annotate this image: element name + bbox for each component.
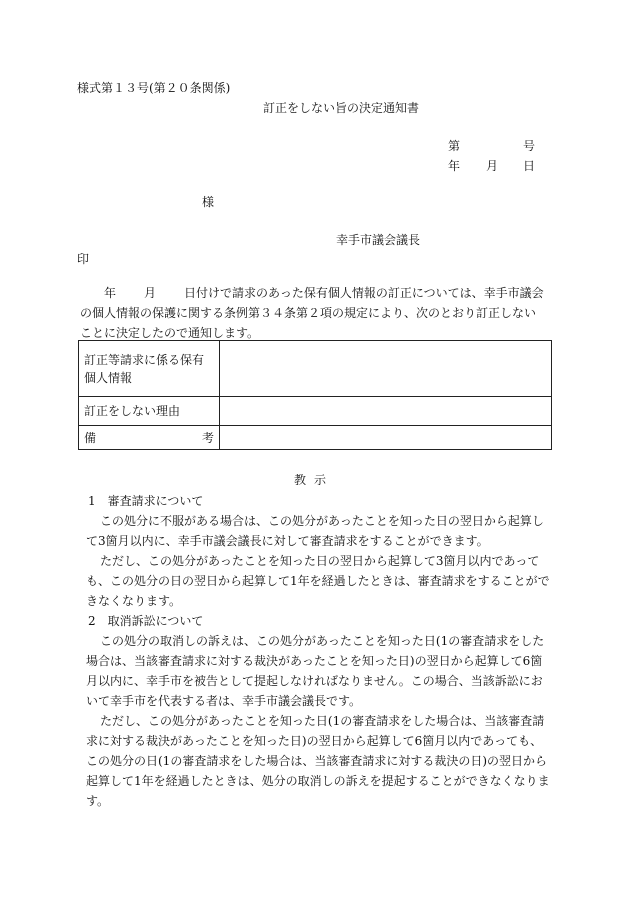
body-month-label: 月 bbox=[144, 286, 157, 300]
table-row bbox=[79, 397, 552, 426]
section-2-heading: 2 取消訴訟について bbox=[88, 614, 204, 628]
date-month-label: 月 bbox=[486, 159, 499, 173]
remarks-label-char-1: 備 bbox=[84, 430, 97, 445]
number-label: 第 bbox=[448, 139, 461, 153]
table-row bbox=[79, 341, 552, 397]
personal-info-label-line-2: 個人情報 bbox=[84, 370, 133, 385]
section-2-paragraph-1-line-3: 月以内に、幸手市を被告として提起しなければなりません。この場合、当該訴訟にお bbox=[86, 674, 543, 688]
document-title: 訂正をしない旨の決定通知書 bbox=[263, 101, 420, 115]
notice-title: 教示 bbox=[294, 473, 335, 487]
section-1-heading: 1 審査請求について bbox=[88, 494, 204, 508]
reason-label: 訂正をしない理由 bbox=[79, 397, 220, 426]
section-1-paragraph-2-line-3: きなくなります。 bbox=[86, 594, 182, 608]
remarks-value bbox=[220, 426, 552, 450]
body-line-3: ことに決定したので通知します。 bbox=[80, 326, 260, 340]
section-2-paragraph-2-line-5: す。 bbox=[86, 794, 110, 808]
table-row bbox=[79, 426, 552, 450]
section-1-paragraph-2-line-2: も、この処分の日の翌日から起算して1年を経過したときは、審査請求をすることがで bbox=[86, 574, 550, 588]
date-day-label: 日 bbox=[523, 159, 536, 173]
section-1-paragraph-1-line-2: て3箇月以内に、幸手市議会議長に対して審査請求をすることができます。 bbox=[86, 534, 489, 548]
number-suffix: 号 bbox=[523, 139, 536, 153]
body-line-1 bbox=[80, 283, 560, 303]
addressee-suffix: 様 bbox=[202, 195, 215, 209]
sender-name: 幸手市議会議長 bbox=[336, 233, 421, 247]
section-2-paragraph-2-line-3: この処分の日(1の審査請求をした場合は、当該審査請求に対する裁決の日)の翌日から bbox=[86, 754, 548, 768]
body-line-2: の個人情報の保護に関する条例第３４条第２項の規定により、次のとおり訂正しない bbox=[80, 306, 537, 320]
section-1-paragraph-1-line-1: この処分に不服がある場合は、この処分があったことを知った日の翌日から起算し bbox=[100, 514, 544, 528]
section-2-paragraph-2-line-1: ただし、この処分があったことを知った日(1の審査請求をした場合は、当該審査請 bbox=[100, 714, 545, 728]
notification-body bbox=[80, 283, 560, 343]
section-1-paragraph-2-line-1: ただし、この処分があったことを知った日の翌日から起算して3箇月以内であって bbox=[100, 554, 540, 568]
body-line-1-text: 日付けで請求のあった保有個人情報の訂正については、幸手市議会 bbox=[184, 286, 544, 300]
personal-info-label-line-1: 訂正等請求に係る保有 bbox=[84, 352, 205, 367]
reason-value bbox=[220, 397, 552, 426]
section-2-paragraph-1-line-1: この処分の取消しの訴えは、この処分があったことを知った日(1の審査請求をした bbox=[100, 634, 545, 648]
personal-info-value bbox=[220, 341, 552, 397]
section-2-paragraph-2-line-4: 起算して1年を経過したときは、処分の取消しの訴えを提起することができなくなりま bbox=[86, 774, 550, 788]
date-year-label: 年 bbox=[448, 159, 461, 173]
remarks-label-char-2: 考 bbox=[201, 430, 214, 445]
correction-info-table bbox=[78, 340, 552, 450]
remarks-label bbox=[79, 426, 220, 450]
section-2-paragraph-2-line-2: 求に対する裁決があったことを知った日)の翌日から起算して6箇月以内であっても、 bbox=[86, 734, 543, 748]
body-year-label: 年 bbox=[104, 286, 117, 300]
form-number: 様式第１３号(第２０条関係) bbox=[77, 81, 231, 95]
notice-body bbox=[78, 491, 558, 811]
seal-mark: 印 bbox=[77, 252, 90, 266]
personal-info-label bbox=[79, 341, 220, 397]
section-2-paragraph-1-line-4: いて幸手市を代表する者は、幸手市議会議長です。 bbox=[86, 694, 362, 708]
section-2-paragraph-1-line-2: 場合は、当該審査請求に対する裁決があったことを知った日)の翌日から起算して6箇 bbox=[86, 654, 543, 668]
